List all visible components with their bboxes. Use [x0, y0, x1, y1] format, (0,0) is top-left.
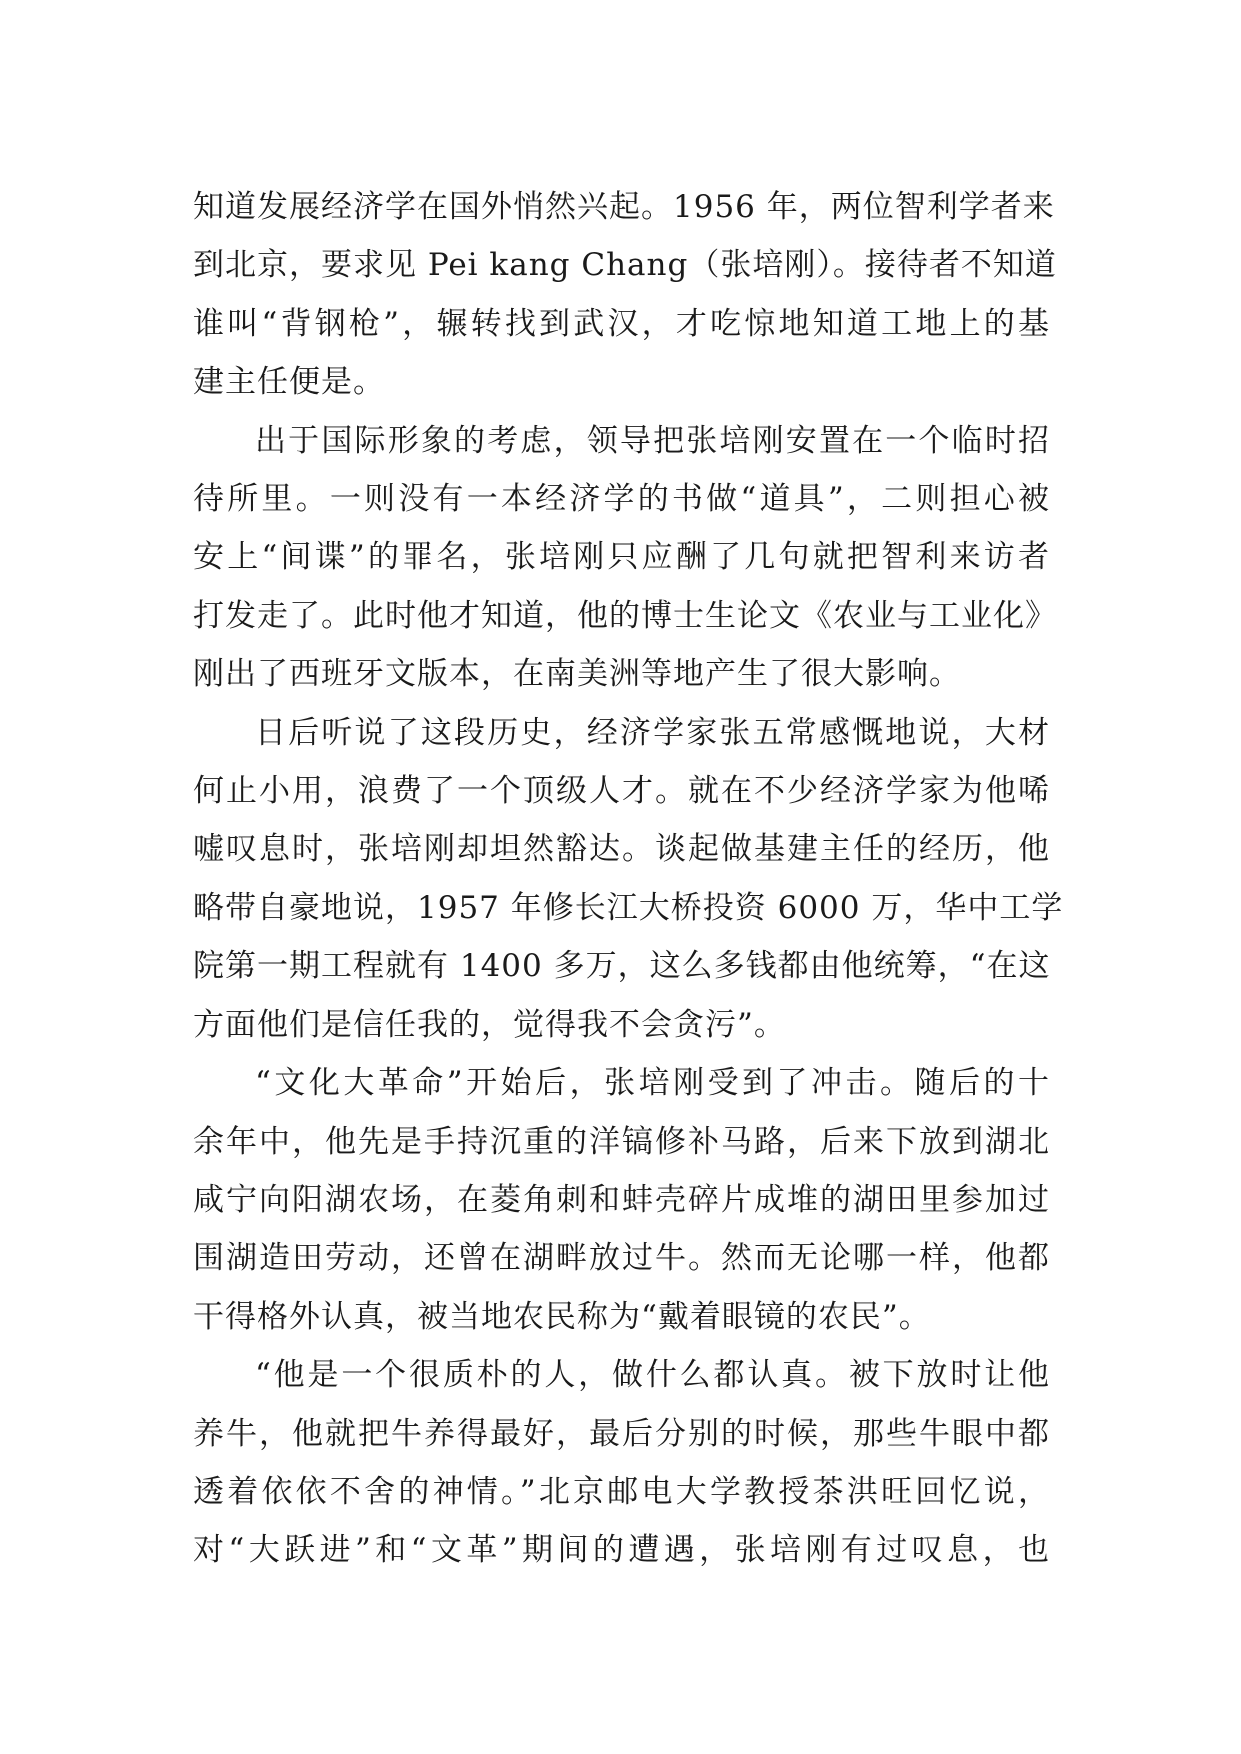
text-line: 安上“间谍”的罪名，张培刚只应酬了几句就把智利来访者: [193, 539, 1050, 576]
text-line: 到北京，要求见 Pei kang Chang（张培刚）。接待者不知道: [193, 247, 1057, 284]
text-line: 方面他们是信任我的，觉得我不会贪污”。: [193, 1006, 786, 1043]
paragraph-5: [193, 1346, 1050, 1580]
text-line: “他是一个很质朴的人，做什么都认真。被下放时让他: [255, 1357, 1050, 1394]
text-line: 对“大跃进”和“文革”期间的遭遇，张培刚有过叹息，也: [193, 1532, 1050, 1569]
text-line: 略带自豪地说，1957 年修长江大桥投资 6000 万，华中工学: [193, 889, 1064, 926]
text-line: 透着依依不舍的神情。”北京邮电大学教授茶洪旺回忆说，: [193, 1473, 1050, 1510]
paragraph-2: [193, 412, 1057, 704]
paragraph-3: [193, 704, 1064, 1054]
text-line: 干得格外认真，被当地农民称为“戴着眼镜的农民”。: [193, 1298, 931, 1335]
text-line: 出于国际形象的考虑，领导把张培刚安置在一个临时招: [255, 422, 1050, 459]
text-line: 咸宁向阳湖农场，在菱角刺和蚌壳碎片成堆的湖田里参加过: [193, 1181, 1050, 1218]
paragraph-1: [193, 178, 1057, 412]
text-line: 刚出了西班牙文版本，在南美洲等地产生了很大影响。: [193, 656, 961, 693]
text-line: 待所里。一则没有一本经济学的书做“道具”，二则担心被: [193, 481, 1050, 518]
text-line: 打发走了。此时他才知道，他的博士生论文《农业与工业化》: [193, 597, 1057, 634]
text-line: 何止小用，浪费了一个顶级人才。就在不少经济学家为他唏: [193, 773, 1050, 810]
article-body: [193, 178, 1064, 1580]
text-line: “文化大革命”开始后，张培刚受到了冲击。随后的十: [255, 1065, 1050, 1102]
text-line: 日后听说了这段历史，经济学家张五常感慨地说，大材: [255, 714, 1050, 751]
text-line: 建主任便是。: [193, 364, 385, 401]
text-line: 谁叫“背钢枪”，辗转找到武汉，才吃惊地知道工地上的基: [193, 305, 1050, 342]
text-line: 嘘叹息时，张培刚却坦然豁达。谈起做基建主任的经历，他: [193, 831, 1050, 868]
paragraph-4: [193, 1054, 1050, 1346]
text-line: 院第一期工程就有 1400 多万，这么多钱都由他统筹，“在这: [193, 948, 1051, 985]
text-line: 余年中，他先是手持沉重的洋镐修补马路，后来下放到湖北: [193, 1123, 1050, 1160]
text-line: 知道发展经济学在国外悄然兴起。1956 年，两位智利学者来: [193, 189, 1055, 225]
text-line: 围湖造田劳动，还曾在湖畔放过牛。然而无论哪一样，他都: [193, 1240, 1050, 1277]
text-line: 养牛，他就把牛养得最好，最后分别的时候，那些牛眼中都: [193, 1415, 1050, 1452]
